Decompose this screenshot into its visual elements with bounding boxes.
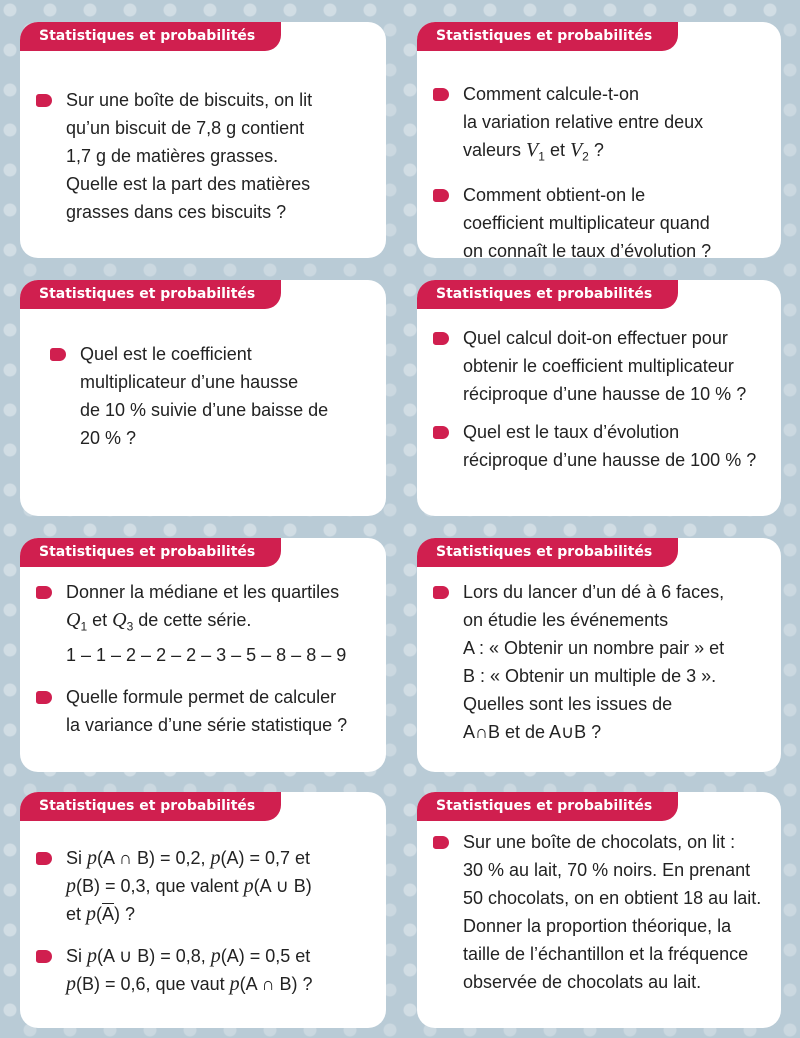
question-item: Si p(A ∪ B) = 0,8, p(A) = 0,5 et p(B) = 0,6, que vaut p(A ∩ B) ? bbox=[20, 942, 378, 998]
flashcard-2 bbox=[417, 22, 781, 261]
question-item: Quel est le coefficient multiplicateur d’une hausse de 10 % suivie d’une baisse de 20 % ? bbox=[34, 340, 378, 452]
question-item: Donner la médiane et les quartiles $Q_1$ et $Q_3$ de cette série. 1 – 1 – 2 – 2 – 2 – 3 – 5 – 8 – 8 – 9 bbox=[20, 578, 378, 669]
question-item: Quel calcul doit-on effectuer pour obtenir le coefficient multiplicateur réciproque d’une hausse de 10 % ? bbox=[417, 324, 773, 408]
flashcard-4 bbox=[417, 280, 781, 516]
bullet-icon bbox=[433, 586, 449, 599]
bullet-icon bbox=[433, 332, 449, 345]
question-item: Quel est le taux d’évolution réciproque d’une hausse de 100 % ? bbox=[417, 418, 773, 474]
category-tag: Statistiques et probabilités bbox=[417, 22, 678, 51]
flashcard-5 bbox=[20, 538, 386, 772]
category-tag: Statistiques et probabilités bbox=[417, 538, 678, 567]
flashcard-6 bbox=[417, 538, 781, 772]
bullet-icon bbox=[433, 426, 449, 439]
question-item: Si p(A ∩ B) = 0,2, p(A) = 0,7 et p(B) = 0,3, que valent p(A ∪ B) et $p(\overline{A})$ ? bbox=[20, 844, 378, 928]
flashcard-3 bbox=[20, 280, 386, 516]
category-tag: Statistiques et probabilités bbox=[20, 280, 281, 309]
bullet-icon bbox=[433, 88, 449, 101]
bullet-icon bbox=[36, 94, 52, 107]
category-tag: Statistiques et probabilités bbox=[417, 280, 678, 309]
category-tag: Statistiques et probabilités bbox=[20, 22, 281, 51]
data-series: 1 – 1 – 2 – 2 – 2 – 3 – 5 – 8 – 8 – 9 bbox=[66, 644, 347, 665]
question-item: Lors du lancer d’un dé à 6 faces, on étudie les événements A : « Obtenir un nombre pair » et B : « Obtenir un multiple de 3 ». Quelles sont les issues de A∩B et de A∪B ? bbox=[417, 578, 773, 746]
category-tag: Statistiques et probabilités bbox=[20, 792, 281, 821]
question-item: Comment calcule-t-on la variation relative entre deux valeurs $V_1$ et $V_2$ ? bbox=[417, 80, 773, 171]
flashcard-8 bbox=[417, 792, 781, 1028]
category-tag: Statistiques et probabilités bbox=[20, 538, 281, 567]
question-item: Sur une boîte de biscuits, on lit qu’un biscuit de 7,8 g contient 1,7 g de matières grasses. Quelle est la part des matières grasses dans ces biscuits ? bbox=[20, 86, 378, 226]
flashcard-1 bbox=[20, 22, 386, 258]
question-item: Quelle formule permet de calculer la variance d’une série statistique ? bbox=[20, 683, 378, 739]
bullet-icon bbox=[36, 852, 52, 865]
bullet-icon bbox=[36, 586, 52, 599]
question-item: Sur une boîte de chocolats, on lit : 30 % au lait, 70 % noirs. En prenant 50 chocolats, on en obtient 18 au lait. Donner la proportion théorique, la taille de l’échantillon et la fréquence observée de chocolats au lait. bbox=[417, 828, 773, 996]
bullet-icon bbox=[433, 836, 449, 849]
flashcard-7 bbox=[20, 792, 386, 1028]
bullet-icon bbox=[36, 950, 52, 963]
question-item: Comment obtient-on le coefficient multiplicateur quand on connaît le taux d’évolution ? bbox=[417, 181, 773, 265]
bullet-icon bbox=[433, 189, 449, 202]
bullet-icon bbox=[50, 348, 66, 361]
bullet-icon bbox=[36, 691, 52, 704]
category-tag: Statistiques et probabilités bbox=[417, 792, 678, 821]
